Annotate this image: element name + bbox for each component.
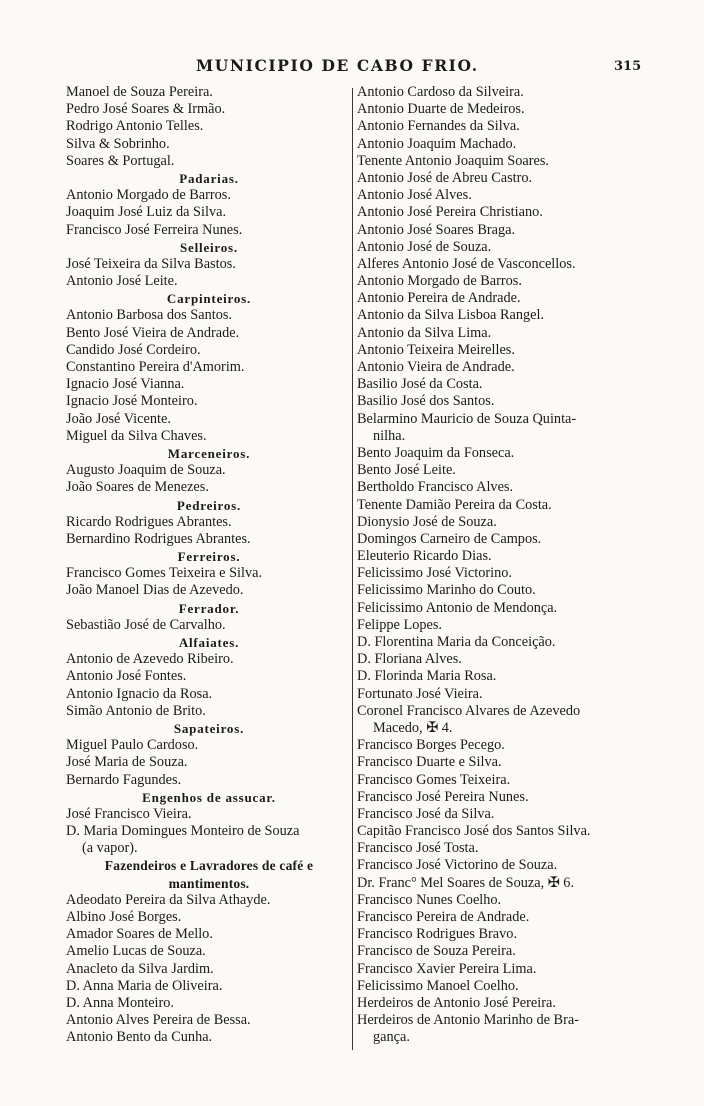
directory-entry: Herdeiros de Antonio Marinho de Bra- [357,1012,579,1029]
directory-entry: Francisco José Tosta. [357,840,479,857]
directory-entry: Francisco José Victorino de Souza. [357,857,558,874]
entry-continuation: (a vapor). [82,840,138,857]
directory-entry: Antonio da Silva Lima. [357,324,492,341]
directory-entry: Francisco Gomes Teixeira. [357,771,511,788]
directory-entry: D. Anna Maria de Oliveira. [66,977,223,994]
directory-entry: Francisco Xavier Pereira Lima. [357,960,537,977]
directory-entry: Francisco Duarte e Silva. [357,754,502,771]
directory-entry: Tenente Damião Pereira da Costa. [357,496,552,513]
directory-entry: Bento Joaquim da Fonseca. [357,444,515,461]
directory-entry: Francisco José Pereira Nunes. [357,788,529,805]
section-heading: Engenhos de assucar. [142,789,276,805]
section-heading: Ferreiros. [177,549,241,565]
directory-entry: José Francisco Vieira. [66,805,192,822]
section-heading: Sapateiros. [173,720,245,736]
directory-entry: Ignacio José Monteiro. [66,393,198,410]
directory-entry: Anacleto da Silva Jardim. [66,960,214,977]
directory-entry: Antonio Teixeira Meirelles. [357,341,515,358]
directory-entry: Antonio Fernandes da Silva. [357,118,520,135]
directory-entry: Francisco Rodrigues Bravo. [357,926,518,943]
directory-entry: Francisco Gomes Teixeira e Silva. [66,565,263,582]
entry-continuation: nilha. [373,427,406,444]
directory-entry: José Maria de Souza. [66,754,188,771]
section-heading: Alfaiates. [178,635,240,650]
directory-entry: Bertholdo Francisco Alves. [357,479,514,496]
directory-entry: Antonio José Leite. [66,273,178,290]
directory-entry: Amelio Lucas de Souza. [66,943,206,960]
page-title: MUNICIPIO DE CABO FRIO. [196,56,479,75]
directory-entry: Antonio José Pereira Christiano. [357,204,543,221]
directory-entry: Antonio de Azevedo Ribeiro. [66,651,234,668]
directory-entry: Herdeiros de Antonio José Pereira. [357,994,556,1011]
page-number: 315 [614,59,642,74]
directory-entry: Miguel Paulo Cardoso. [66,737,199,754]
directory-entry: Antonio Pereira de Andrade. [357,290,521,307]
section-heading: Ferrador. [178,600,240,616]
directory-entry: Simão Antonio de Brito. [66,702,206,719]
directory-entry: Alferes Antonio José de Vasconcellos. [357,255,576,272]
directory-entry: Albino José Borges. [66,909,182,925]
directory-entry: Felippe Lopes. [357,616,442,633]
directory-entry: João José Vicente. [66,410,171,427]
directory-entry: Domingos Carneiro de Campos. [357,530,542,547]
directory-entry: Augusto Joaquim de Souza. [66,462,226,479]
directory-entry: Amador Soares de Mello. [66,926,213,943]
left-column [64,84,354,1047]
directory-entry: Francisco Nunes Coelho. [357,891,502,908]
section-heading: Fazendeiros e Lavradores de café e [104,858,314,874]
directory-entry: Antonio José Alves. [357,187,472,204]
directory-entry: Antonio Joaquim Machado. [357,135,517,152]
directory-entry: Francisco Borges Pecego. [357,737,505,754]
directory-entry: D. Maria Domingues Monteiro de Souza [66,823,300,840]
directory-entry: Miguel da Silva Chaves. [66,427,207,444]
directory-entry: Ignacio José Vianna. [66,376,185,393]
directory-entry: D. Florinda Maria Rosa. [357,668,497,685]
directory-entry: Manoel de Souza Pereira. [66,84,213,100]
section-heading: Carpinteiros. [166,291,252,307]
directory-entry: Rodrigo Antonio Telles. [66,118,204,135]
directory-entry: Fortunato José Vieira. [357,685,483,702]
directory-entry: Soares & Portugal. [66,152,175,169]
right-column [355,84,647,1047]
directory-entry: Antonio José Fontes. [66,668,187,685]
page-header [0,56,704,78]
directory-entry: Felicissimo José Victorino. [357,565,512,582]
directory-entry: Dionysio José de Souza. [357,513,497,530]
directory-entry: João Soares de Menezes. [66,479,209,496]
directory-entry: Antonio Vieira de Andrade. [357,359,515,375]
directory-entry: Antonio Morgado de Barros. [357,273,522,290]
directory-entry: Francisco Pereira de Andrade. [357,909,530,925]
directory-entry: João Manoel Dias de Azevedo. [66,582,244,599]
directory-entry: Antonio Duarte de Medeiros. [357,101,525,118]
directory-entry: D. Anna Monteiro. [66,994,175,1011]
directory-entry: Basilio José da Costa. [357,376,483,393]
directory-entry: Belarmino Mauricio de Souza Quinta- [357,410,577,427]
directory-entry: José Teixeira da Silva Bastos. [66,255,236,272]
directory-entry: Capitão Francisco José dos Santos Silva. [357,823,591,840]
directory-entry: Antonio Cardoso da Silveira. [357,84,524,100]
directory-entry: Basilio José dos Santos. [357,393,495,410]
directory-entry: Joaquim José Luiz da Silva. [66,204,227,221]
section-heading: Marceneiros. [167,445,251,461]
directory-entry: Pedro José Soares & Irmão. [66,101,226,118]
directory-entry: Sebastião José de Carvalho. [66,616,226,633]
directory-entry: Coronel Francisco Alvares de Azevedo [357,702,581,719]
directory-entry: Silva & Sobrinho. [66,135,170,152]
directory-entry: Constantino Pereira d'Amorim. [66,359,245,375]
directory-entry: Bernardino Rodrigues Abrantes. [66,530,251,547]
directory-entry: Dr. Franc° Mel Soares de Souza, ✠ 6. [357,874,575,891]
entry-continuation: Macedo, ✠ 4. [373,719,453,736]
directory-entry: Adeodato Pereira da Silva Athayde. [66,891,271,908]
directory-entry: Bento José Leite. [357,462,456,479]
directory-entry: Eleuterio Ricardo Dias. [357,548,492,565]
directory-entry: Antonio Barbosa dos Santos. [66,307,232,324]
section-heading: Pedreiros. [176,497,242,513]
entry-continuation: gança. [373,1029,410,1046]
directory-entry: Felicissimo Manoel Coelho. [357,977,519,994]
directory-entry: Felicissimo Marinho do Couto. [357,582,536,599]
directory-entry: Antonio da Silva Lisboa Rangel. [357,307,545,324]
directory-entry: Ricardo Rodrigues Abrantes. [66,513,232,530]
directory-entry: Bento José Vieira de Andrade. [66,324,240,341]
directory-entry: D. Floriana Alves. [357,651,462,668]
column-divider [352,88,353,1050]
directory-entry: Antonio José Soares Braga. [357,221,516,238]
directory-entry: Francisco de Souza Pereira. [357,943,516,960]
section-heading: Selleiros. [180,239,238,255]
directory-entry: Antonio Bento da Cunha. [66,1029,213,1046]
directory-entry: D. Florentina Maria da Conceição. [357,634,556,650]
directory-entry: Antonio Alves Pereira de Bessa. [66,1012,251,1029]
section-heading: mantimentos. [168,875,250,891]
directory-entry: Antonio José de Souza. [357,238,492,255]
directory-entry: Francisco José da Silva. [357,805,495,822]
directory-entry: Francisco José Ferreira Nunes. [66,221,243,238]
directory-entry: Bernardo Fagundes. [66,771,182,788]
directory-entry: Antonio José de Abreu Castro. [357,169,533,186]
section-heading: Padarias. [179,170,239,186]
directory-entry: Felicissimo Antonio de Mendonça. [357,599,558,616]
directory-entry: Tenente Antonio Joaquim Soares. [357,152,549,169]
directory-entry: Antonio Ignacio da Rosa. [66,685,213,702]
directory-entry: Antonio Morgado de Barros. [66,187,231,204]
directory-entry: Candido José Cordeiro. [66,341,201,358]
